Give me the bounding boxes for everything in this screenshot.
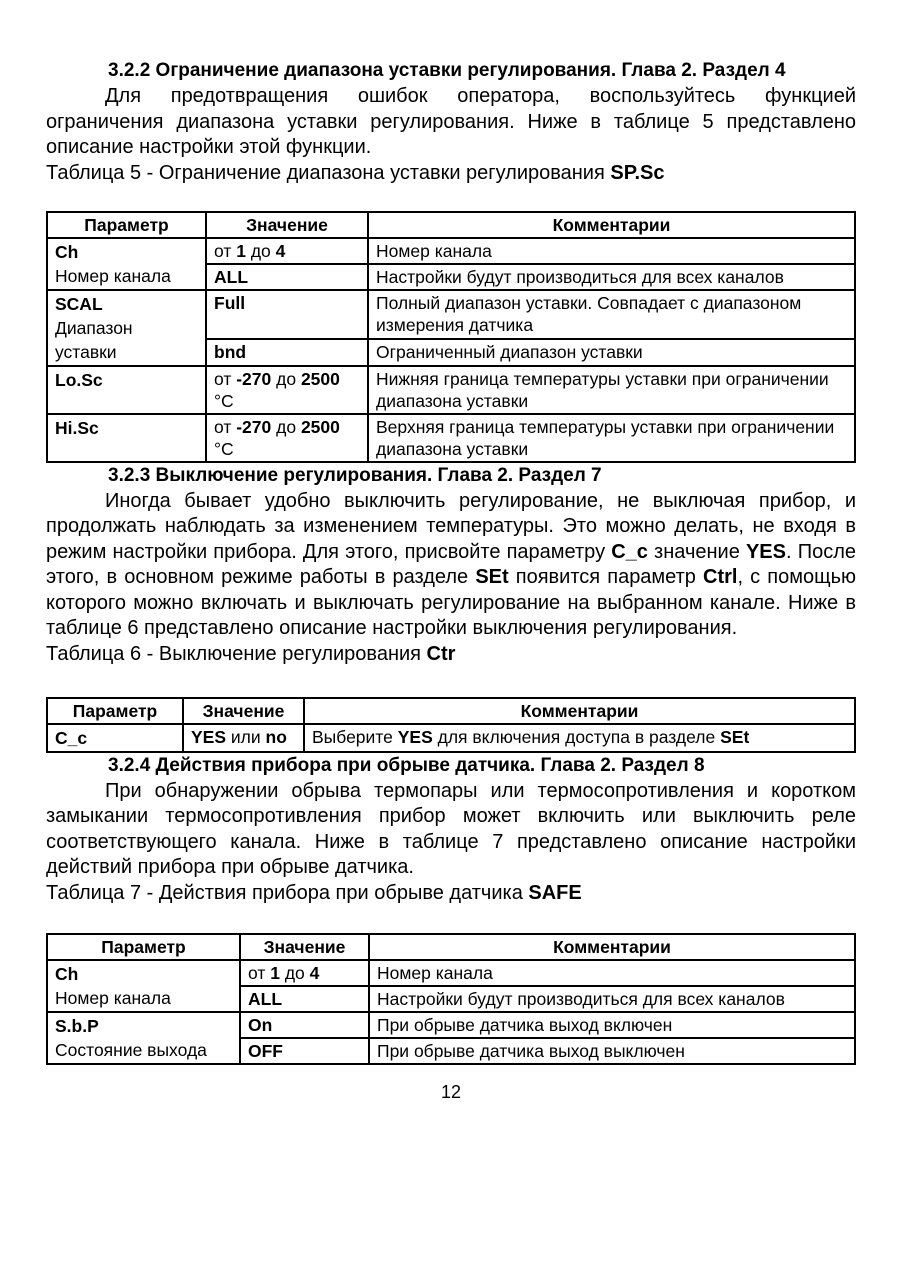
table5-cell-value-hisc: от -270 до 2500 °C [206, 414, 368, 462]
table6-header-value: Значение [183, 698, 304, 724]
table7-header-param: Параметр [47, 934, 240, 960]
table-row [47, 960, 855, 986]
table5-header-comment: Комментарии [368, 212, 855, 238]
table5-cell-comment-hisc: Верхняя граница температуры уставки при ограничении диапазона уставки [368, 414, 855, 462]
table-row [47, 238, 855, 264]
section-paragraph-3-2-4: При обнаружении обрыва термопары или термосопротивления и коротком замыкании термосопротивления прибор может включить или выключить реле соответствующего канала. Ниже в таблице 7 представлено описание настройки действий прибора при обрыве датчика. [46, 779, 856, 878]
table-row [47, 414, 855, 462]
table7-cell-comment-sbp-off: При обрыве датчика выход выключен [369, 1038, 855, 1064]
section-paragraph-3-2-3: Иногда бывает удобно выключить регулирование, не выключая прибор, и продолжать наблюдать за изменением температуры. Это можно делать, не входя в режим настройки прибора. Для этого, присвойте параметру C_c значение YES. После этого, в основном режиме работы в разделе SEt появится параметр Ctrl, с помощью которого можно включать и выключать регулирование на выбранном канале. Ниже в таблице 6 представлено описание настройки выключения регулирования. [46, 489, 856, 639]
table5-cell-param-hisc: Hi.Sc [47, 414, 206, 462]
table-row [47, 290, 855, 339]
table5-cell-param-scal: SCAL Диапазон уставки [47, 290, 206, 366]
section-heading-3-2-4: 3.2.4 Действия прибора при обрыве датчика. Глава 2. Раздел 8 [108, 754, 705, 776]
table5-caption: Таблица 5 - Ограничение диапазона уставки регулирования SP.Sc [46, 161, 665, 184]
table5-header-param: Параметр [47, 212, 206, 238]
page-number: 12 [440, 1081, 462, 1102]
table7-header-comment: Комментарии [369, 934, 855, 960]
table6-caption: Таблица 6 - Выключение регулирования Ctr [46, 642, 456, 665]
table5-cell-value-losc: от -270 до 2500 °C [206, 366, 368, 414]
table7 [46, 933, 856, 1065]
table7-cell-param-sbp: S.b.P Состояние выхода [47, 1012, 240, 1064]
table6-cell-comment-cc: Выберите YES для включения доступа в разделе SEt [304, 724, 855, 752]
table5-header-row [47, 212, 855, 238]
table7-header-row [47, 934, 855, 960]
section-paragraph-3-2-2: Для предотвращения ошибок оператора, воспользуйтесь функцией ограничения диапазона уставки регулирования. Ниже в таблице 5 представлено описание настройки этой функции. [46, 85, 856, 158]
table5-cell-comment-losc: Нижняя граница температуры уставки при ограничении диапазона уставки [368, 366, 855, 414]
table5-cell-comment-ch-all: Настройки будут производиться для всех каналов [368, 264, 855, 290]
table7-cell-value-ch-range: от 1 до 4 [240, 960, 369, 986]
section-heading-3-2-2: 3.2.2 Ограничение диапазона уставки регулирования. Глава 2. Раздел 4 [108, 60, 786, 81]
table5-cell-param-losc: Lo.Sc [47, 366, 206, 414]
table7-cell-value-sbp-off: OFF [240, 1038, 369, 1064]
table-row [47, 724, 855, 752]
table6-header-param: Параметр [47, 698, 183, 724]
table5-cell-value-scal-bnd: bnd [206, 339, 368, 366]
section-heading-3-2-3: 3.2.3 Выключение регулирования. Глава 2. Раздел 7 [108, 464, 602, 486]
table7-header-value: Значение [240, 934, 369, 960]
table-row [47, 1012, 855, 1038]
table7-cell-comment-ch-all: Настройки будут производиться для всех каналов [369, 986, 855, 1012]
table7-cell-value-sbp-on: On [240, 1012, 369, 1038]
table7-caption: Таблица 7 - Действия прибора при обрыве датчика SAFE [46, 881, 582, 904]
table5-cell-value-scal-full: Full [206, 290, 368, 339]
table5-header-value: Значение [206, 212, 368, 238]
table6 [46, 697, 856, 753]
table5 [46, 211, 856, 463]
table5-cell-comment-scal-full: Полный диапазон уставки. Совпадает с диапазоном измерения датчика [368, 290, 855, 339]
table6-cell-param-cc: C_c [47, 724, 183, 752]
table5-cell-comment-ch-range: Номер канала [368, 238, 855, 264]
table6-header-row [47, 698, 855, 724]
table7-cell-param-ch: Ch Номер канала [47, 960, 240, 1012]
table7-cell-value-ch-all: ALL [240, 986, 369, 1012]
table-row [47, 366, 855, 414]
table6-cell-value-cc: YES или no [183, 724, 304, 752]
table5-cell-value-ch-all: ALL [206, 264, 368, 290]
table5-cell-comment-scal-bnd: Ограниченный диапазон уставки [368, 339, 855, 366]
table5-cell-param-ch: Ch Номер канала [47, 238, 206, 290]
table6-header-comment: Комментарии [304, 698, 855, 724]
table7-cell-comment-ch-range: Номер канала [369, 960, 855, 986]
table7-cell-comment-sbp-on: При обрыве датчика выход включен [369, 1012, 855, 1038]
table5-cell-value-ch-range: от 1 до 4 [206, 238, 368, 264]
